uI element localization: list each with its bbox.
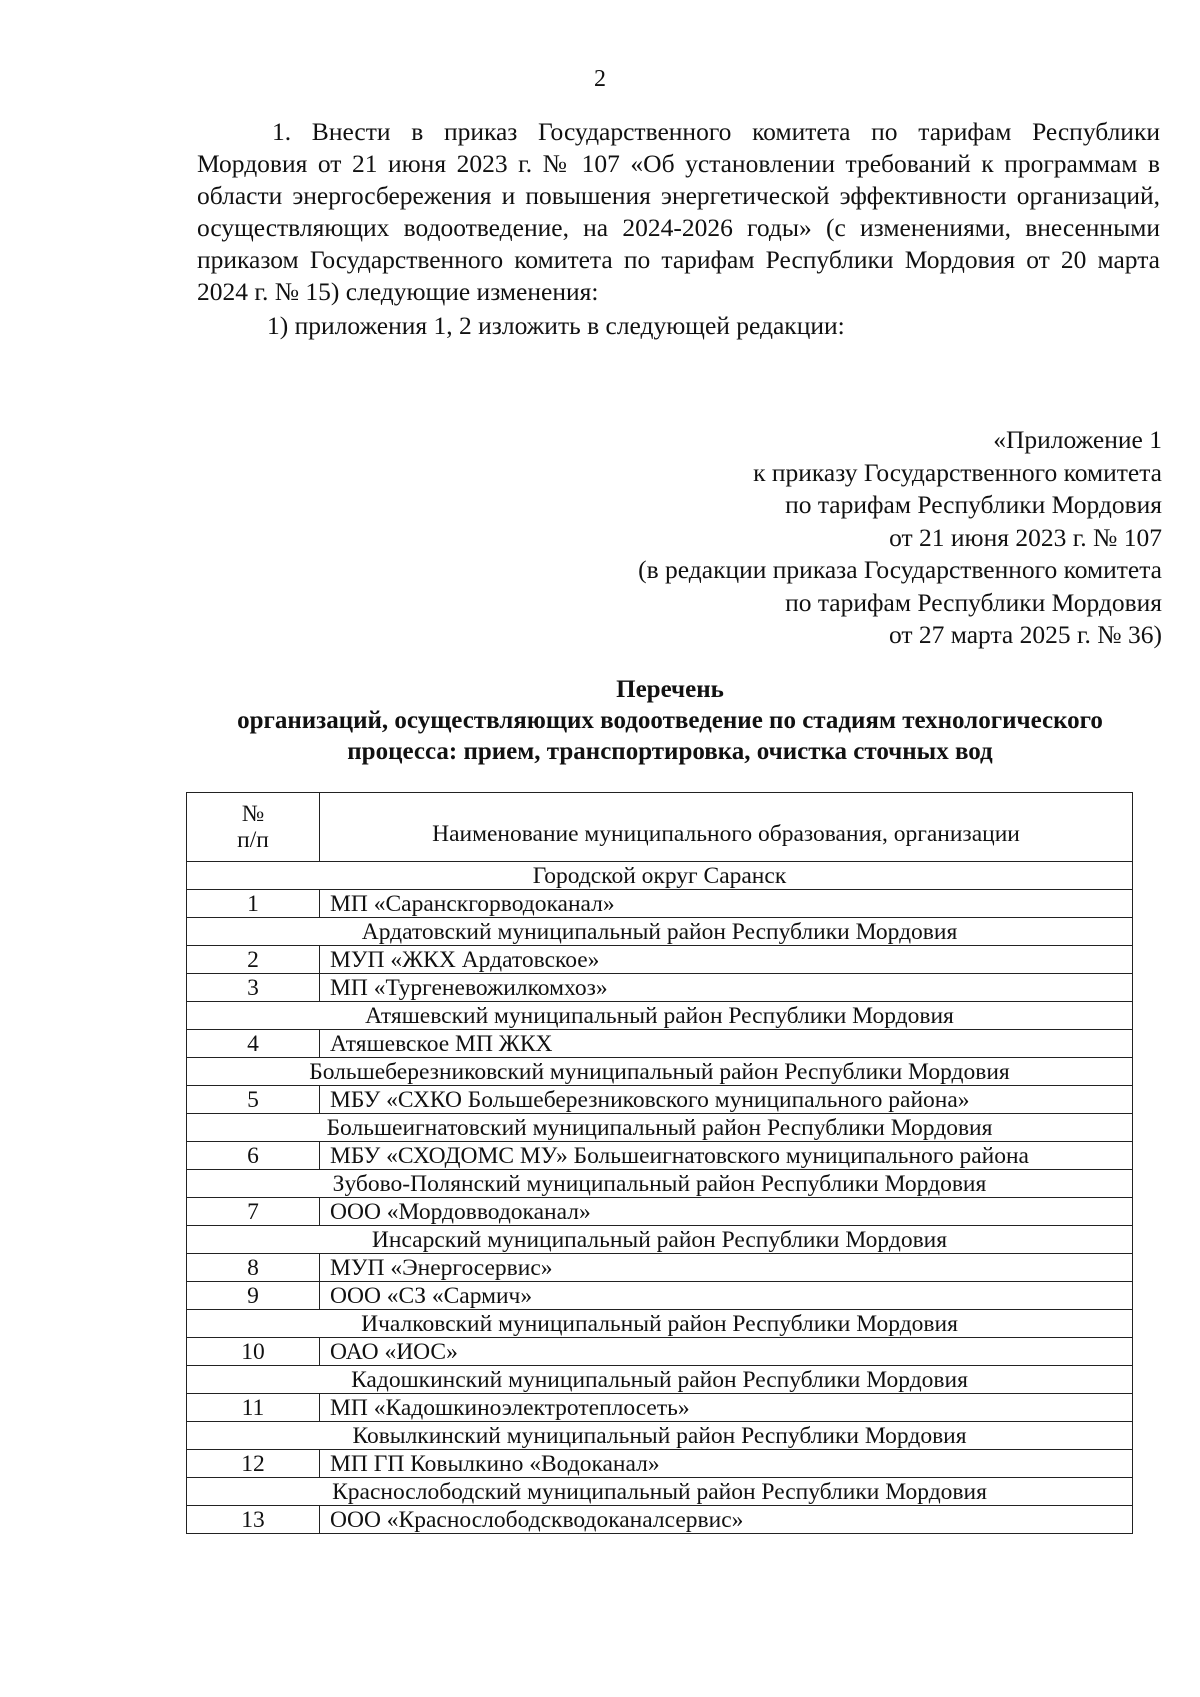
organization-name: МП «Тургеневожилкомхоз»: [320, 974, 1133, 1002]
order-body: [197, 116, 1160, 342]
district-row: [187, 1478, 1133, 1506]
row-number: 11: [187, 1394, 320, 1422]
organization-name: МП «Саранскгорводоканал»: [320, 890, 1133, 918]
district-name: Инсарский муниципальный район Республики Мордовия: [187, 1226, 1133, 1254]
row-number: 6: [187, 1142, 320, 1170]
organizations-table: [186, 792, 1133, 1534]
row-number: 3: [187, 974, 320, 1002]
row-number: 5: [187, 1086, 320, 1114]
organization-name: МУП «ЖКХ Ардатовское»: [320, 946, 1133, 974]
row-number: 12: [187, 1450, 320, 1478]
district-name: Кадошкинский муниципальный район Республики Мордовия: [187, 1366, 1133, 1394]
table-row: [187, 1086, 1133, 1114]
table-row: [187, 1254, 1133, 1282]
header-number-label: п/п: [237, 827, 269, 853]
table-row: [187, 1142, 1133, 1170]
table-row: [187, 1450, 1133, 1478]
organization-name: МБУ «СХКО Большеберезниковского муниципального района»: [320, 1086, 1133, 1114]
paragraph-subitem-1: 1) приложения 1, 2 изложить в следующей редакции:: [267, 311, 845, 340]
district-row: [187, 1058, 1133, 1086]
district-name: Большеигнатовский муниципальный район Республики Мордовия: [187, 1114, 1133, 1142]
table-row: [187, 1506, 1133, 1534]
district-row: [187, 1310, 1133, 1338]
organization-name: МУП «Энергосервис»: [320, 1254, 1133, 1282]
row-number: 9: [187, 1282, 320, 1310]
district-name: Атяшевский муниципальный район Республики Мордовия: [187, 1002, 1133, 1030]
district-row: [187, 918, 1133, 946]
organization-name: ООО «Краснослободскводоканалсервис»: [320, 1506, 1133, 1534]
district-row: [187, 1366, 1133, 1394]
list-title-line: процесса: прием, транспортировка, очистка сточных вод: [347, 738, 993, 765]
district-name: Большеберезниковский муниципальный район Республики Мордовия: [187, 1058, 1133, 1086]
table-row: [187, 890, 1133, 918]
organization-name: МП ГП Ковылкино «Водоканал»: [320, 1450, 1133, 1478]
table-row: [187, 1282, 1133, 1310]
table-body: [187, 862, 1133, 1534]
table-row: [187, 1030, 1133, 1058]
district-row: [187, 1170, 1133, 1198]
header-number-symbol: №: [241, 801, 265, 827]
organization-name: ООО «Мордовводоканал»: [320, 1198, 1133, 1226]
list-title-line: организаций, осуществляющих водоотведение по стадиям технологического: [237, 707, 1103, 734]
appendix-line: по тарифам Республики Мордовия: [785, 587, 1162, 617]
header-number: [187, 793, 320, 862]
list-title: [0, 674, 1200, 767]
table-row: [187, 1394, 1133, 1422]
appendix-header: [638, 424, 1162, 652]
district-row: [187, 1422, 1133, 1450]
district-row: [187, 1114, 1133, 1142]
paragraph-item-1: 1. Внести в приказ Государственного комитета по тарифам Республики Мордовия от 21 июня 2023 г. № 107 «Об установлении требований к программам в области энергосбережения и повышения энергетической эффективности организаций, осуществляющих водоотведение, на 2024-2026 годы» (с изменениями, внесенными приказом Государственного комитета по тарифам Республики Мордовия от 20 марта 2024 г. № 15) следующие изменения:: [197, 117, 1160, 306]
row-number: 8: [187, 1254, 320, 1282]
organization-name: МП «Кадошкиноэлектротеплосеть»: [320, 1394, 1133, 1422]
row-number: 7: [187, 1198, 320, 1226]
district-row: [187, 1226, 1133, 1254]
appendix-line: (в редакции приказа Государственного комитета: [638, 555, 1162, 584]
district-row: [187, 1002, 1133, 1030]
row-number: 1: [187, 890, 320, 918]
page-number: 2: [594, 66, 606, 92]
organization-name: ООО «СЗ «Сармич»: [320, 1282, 1133, 1310]
district-name: Ичалковский муниципальный район Республики Мордовия: [187, 1310, 1133, 1338]
table-header-row: [187, 793, 1133, 862]
table-row: [187, 1338, 1133, 1366]
row-number: 13: [187, 1506, 320, 1534]
table-row: [187, 1198, 1133, 1226]
appendix-line: «Приложение 1: [993, 425, 1162, 454]
header-name: Наименование муниципального образования, организации: [320, 793, 1133, 862]
organization-name: МБУ «СХОДОМС МУ» Большеигнатовского муниципального района: [320, 1142, 1133, 1170]
district-name: Городской округ Саранск: [187, 862, 1133, 890]
organization-name: Атяшевское МП ЖКХ: [320, 1030, 1133, 1058]
table-row: [187, 946, 1133, 974]
row-number: 2: [187, 946, 320, 974]
district-name: Зубово-Полянский муниципальный район Республики Мордовия: [187, 1170, 1133, 1198]
district-name: Краснослободский муниципальный район Республики Мордовия: [187, 1478, 1133, 1506]
district-name: Ардатовский муниципальный район Республики Мордовия: [187, 918, 1133, 946]
appendix-line: от 21 июня 2023 г. № 107: [889, 522, 1162, 552]
row-number: 10: [187, 1338, 320, 1366]
table-row: [187, 974, 1133, 1002]
list-title-line: Перечень: [616, 676, 724, 703]
organization-name: ОАО «ИОС»: [320, 1338, 1133, 1366]
appendix-line: к приказу Государственного комитета: [753, 457, 1162, 487]
district-row: [187, 862, 1133, 890]
appendix-line: по тарифам Республики Мордовия: [785, 490, 1162, 519]
row-number: 4: [187, 1030, 320, 1058]
appendix-line: от 27 марта 2025 г. № 36): [888, 620, 1162, 649]
district-name: Ковылкинский муниципальный район Республики Мордовия: [187, 1422, 1133, 1450]
